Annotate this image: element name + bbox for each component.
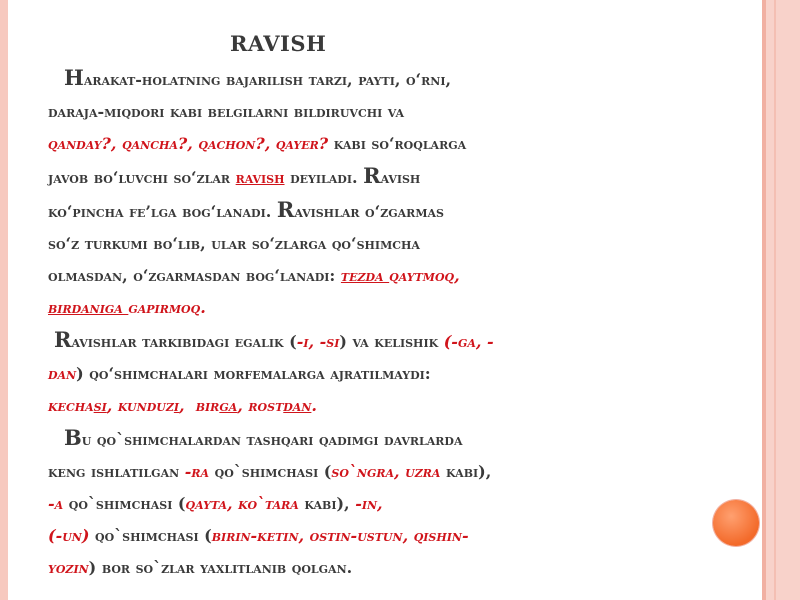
slide-frame-left [0, 0, 8, 600]
para1-line2: daraja-miqdori kabi belgilarni bildiruvchi va [48, 102, 405, 121]
para1-line7: olmasdan, o‘zgarmasdan bog‘lanadi: tezda qaytmoq, [48, 266, 460, 285]
question-words: qanday?, qancha?, qachon?, qayer? [48, 134, 329, 153]
term-ravish: ravish [235, 168, 285, 187]
para3-line2: keng ishlatilgan -ra qo`shimchasi (so`ngra, uzra kabi), [48, 462, 492, 481]
example-tezda: tezda [340, 266, 390, 285]
para3-line1: Bu qo`shimchalardan tashqari qadimgi davrlarda [64, 425, 463, 450]
para3-line5: yozin) bor so`zlar yaxlitlanib qolgan. [48, 558, 353, 577]
slide-frame-right-line [774, 0, 776, 600]
para1-line3: qanday?, qancha?, qachon?, qayer? kabi so‘roqlarga [48, 134, 467, 153]
example-birdaniga: birdaniga [48, 298, 129, 317]
para3-line4: (-un) qo`shimchasi (birin-ketin, ostin-ustun, qishin- [48, 526, 469, 545]
para2-line2: dan) qo‘shimchalari morfemalarga ajratilmaydi: [48, 364, 431, 383]
para3-line3: -a qo`shimchasi (qayta, ko`tara kabi), -in, [48, 494, 383, 513]
para2-examples: kechasi, kunduzi, birga, rostdan. [48, 396, 317, 415]
para1-line6: so‘z turkumi bo‘lib, ular so‘zlarga qo‘shimcha [48, 234, 420, 253]
para2-line1: Ravishlar tarkibidagi egalik (-i, -si) va kelishik (-ga, - [54, 327, 494, 352]
para1-line4: javob bo‘luvchi so‘zlar ravish deyiladi. Ravish [48, 163, 421, 188]
slide-title: RAVISH [230, 31, 327, 56]
slide-frame-right [766, 0, 800, 600]
slide-body [48, 30, 738, 584]
para1-line8: birdaniga gapirmoq. [48, 298, 206, 317]
para1-line5: ko‘pincha fe’lga bog‘lanadi. Ravishlar o‘zgarmas [48, 197, 444, 222]
para1-line1: Harakat-holatning bajarilish tarzi, payti, o‘rni, [64, 65, 452, 90]
